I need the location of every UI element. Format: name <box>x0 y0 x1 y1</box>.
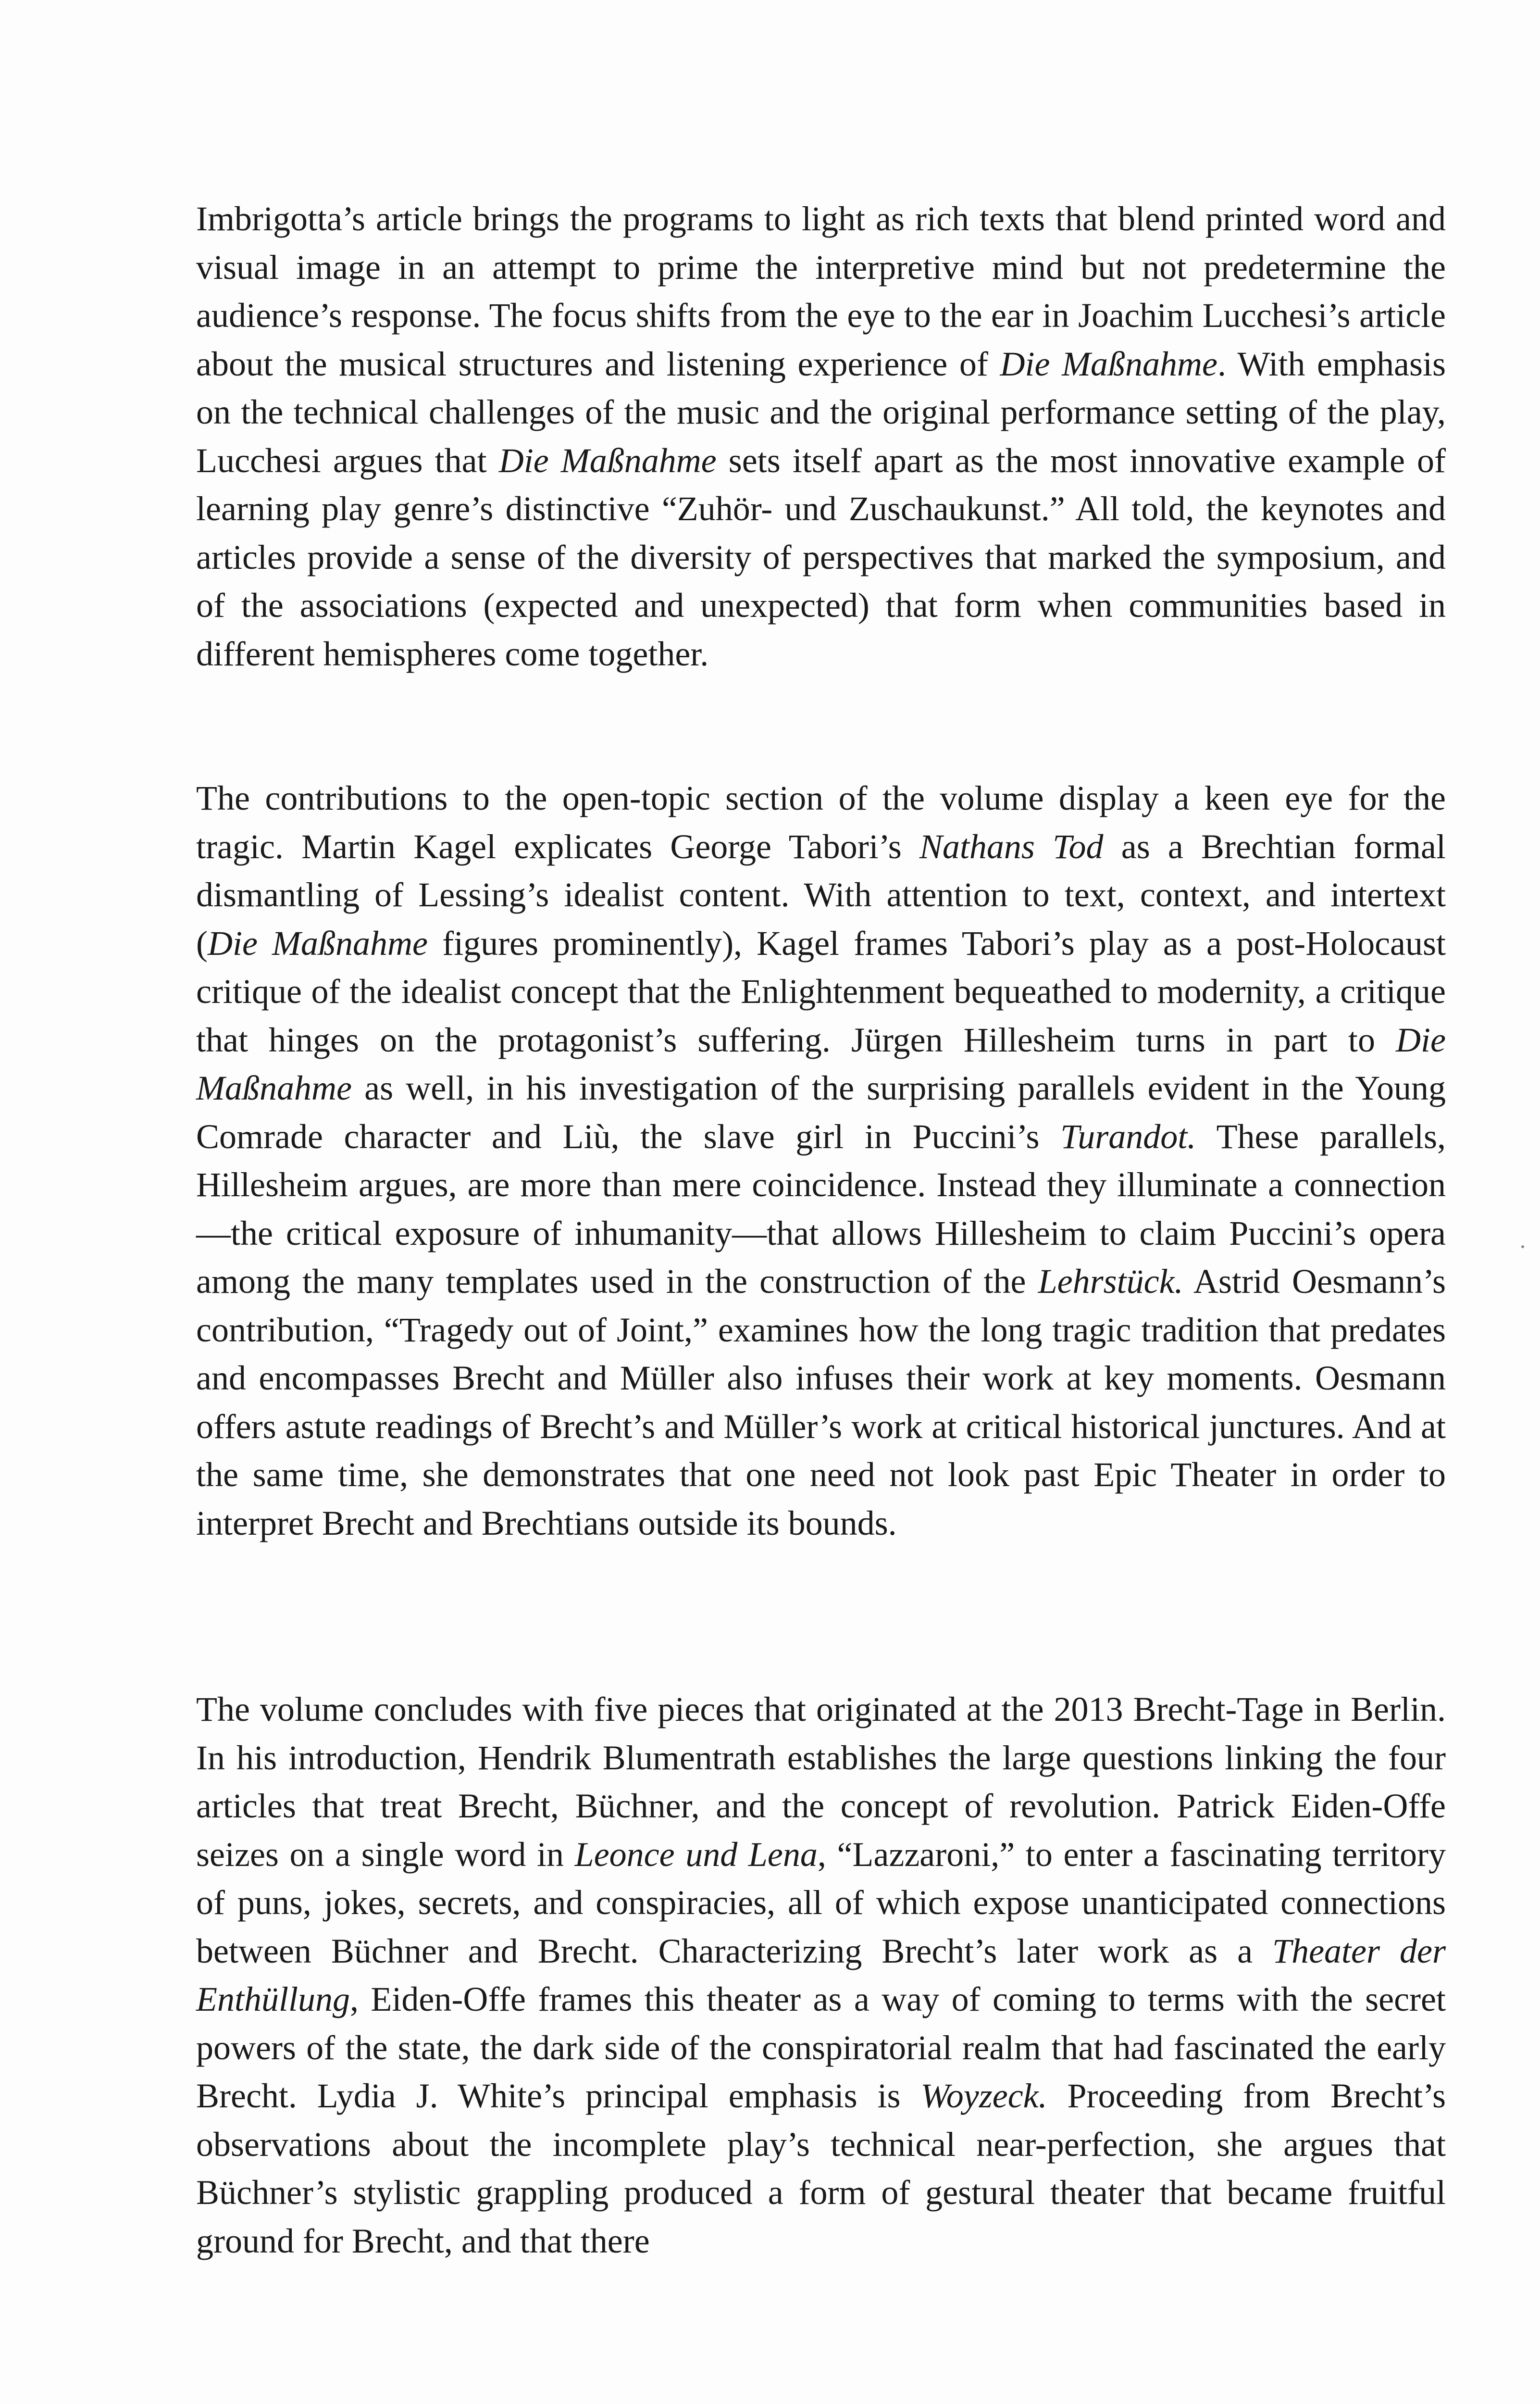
paragraph-3 <box>196 1685 1446 2265</box>
italic-title: Die Maßnahme <box>498 441 717 480</box>
paragraph-text <box>196 1685 1446 2265</box>
italic-title: Turandot. <box>1060 1117 1196 1156</box>
italic-title: Die Maßnahme <box>207 924 428 963</box>
text-run: The volume concludes with five pieces that originated at the 2013 Brecht-Tage in Berlin. In his introduction, Hendrik Blumentrath establishes the large questions linking the four articles that treat Brecht, Büchner, and the concept of revolution. Patrick Eiden-Offe seizes on a single word in <box>196 1690 1446 1874</box>
italic-title: Woyzeck. <box>920 2077 1047 2115</box>
paragraph-text <box>196 195 1446 678</box>
italic-title: Leonce und Lena <box>574 1835 818 1874</box>
text-run: The contributions to the open-topic section of the volume display a keen eye for the tragic. Martin Kagel explicates George Tabori’s <box>196 779 1446 866</box>
italic-title: Theater der Enthüllung <box>196 1931 1446 2018</box>
italic-title: Die Maßnahme <box>196 1020 1446 1107</box>
italic-title: Lehrstück. <box>1038 1262 1183 1301</box>
italic-title: Die Maßnahme <box>1000 344 1217 383</box>
text-run: . With emphasis on the technical challenges of the music and the original performance setting of the play, Lucchesi argues that <box>196 344 1446 480</box>
text-run: Proceeding from Brecht’s observations about the incomplete play’s technical near-perfection, she argues that Büchner’s stylistic grappling produced a form of gestural theater that became fruitful ground for Brecht, and that there <box>196 2077 1446 2260</box>
text-run: Astrid Oesmann’s contribution, “Tragedy out of Joint,” examines how the long tragic tradition that predates and encompasses Brecht and Müller also infuses their work at key moments. Oesmann offers astute readings of Brecht’s and Müller’s work at critical historical junctures. And at the same time, she demonstrates that one need not look past Epic Theater in order to interpret Brecht and Brechtians outside its bounds. <box>196 1262 1446 1542</box>
text-run: , “Lazzaroni,” to enter a fascinating territory of puns, jokes, secrets, and conspiracies, all of which expose unanticipated connections between Büchner and Brecht. Characterizing Brecht’s later work as a <box>196 1835 1446 1970</box>
text-run: figures prominently), Kagel frames Tabori’s play as a post-Holocaust critique of the idealist concept that the Enlightenment bequeathed to modernity, a critique that hinges on the protagonist’s suffering. Jürgen Hillesheim turns in part to <box>196 924 1446 1059</box>
text-run: These parallels, Hillesheim argues, are more than mere coincidence. Instead they illuminate a connection—the critical exposure of inhumanity—that allows Hillesheim to claim Puccini’s opera among the many templates used in the construction of the <box>196 1117 1446 1301</box>
scan-speck <box>1521 1245 1524 1248</box>
paragraph-text <box>196 774 1446 1547</box>
text-run: sets itself apart as the most innovative example of learning play genre’s distinctive “Zuhör- und Zuschaukunst.” All told, the keynotes and articles provide a sense of the diversity of perspectives that marked the symposium, and of the associations (expected and unexpected) that form when communities based in different hemispheres come together. <box>196 441 1446 673</box>
text-run: Imbrigotta’s article brings the programs to light as rich texts that blend printed word and visual image in an attempt to prime the interpretive mind but not predetermine the audience’s response. The focus shifts from the eye to the ear in Joachim Lucchesi’s article about the musical structures and listening experience of <box>196 200 1446 383</box>
paragraph-1 <box>196 195 1446 678</box>
text-run: , Eiden-Offe frames this theater as a way of coming to terms with the secret powers of the state, the dark side of the conspiratorial realm that had fascinated the early Brecht. Lydia J. White’s principal emphasis is <box>196 1980 1446 2115</box>
italic-title: Nathans Tod <box>919 827 1104 866</box>
paragraph-2 <box>196 774 1446 1547</box>
text-run: as well, in his investigation of the surprising parallels evident in the Young Comrade character and Liù, the slave girl in Puccini’s <box>196 1069 1446 1156</box>
text-run: as a Brechtian formal dismantling of Lessing’s idealist content. With attention to text, context, and intertext ( <box>196 827 1446 963</box>
